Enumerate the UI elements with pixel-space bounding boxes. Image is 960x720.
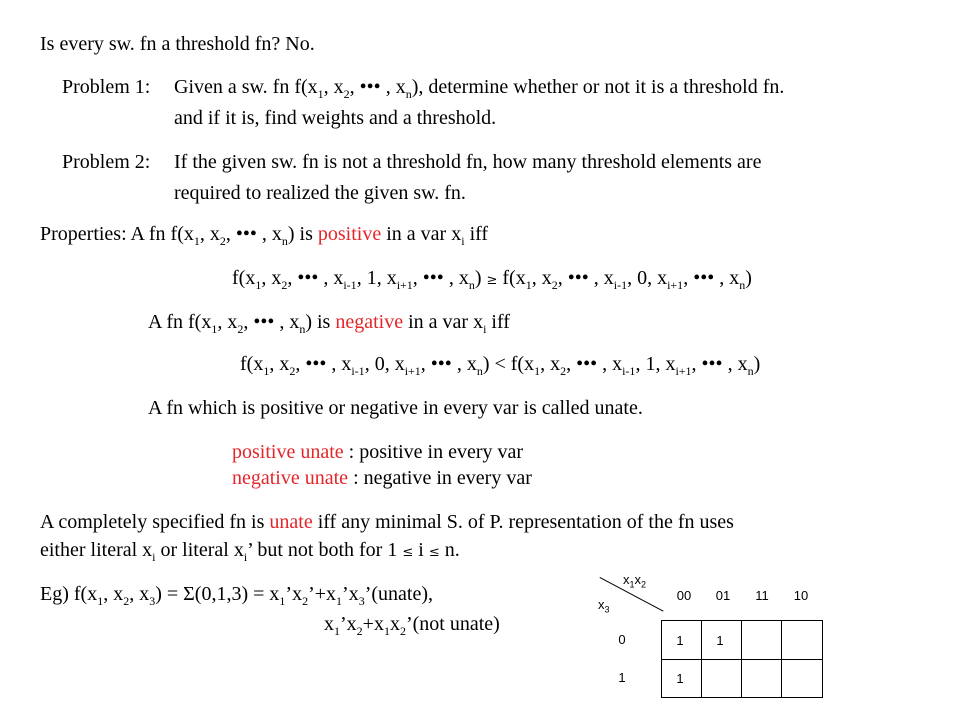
kmap-row-var: $x_3$ <box>598 597 610 615</box>
completely-specified-line1: A completely specified fn is unate iff any minimal S. of P. representation of the fn uses <box>40 511 734 533</box>
kmap-col-header: 11 <box>755 588 769 603</box>
kmap-cell: 1 <box>676 671 684 686</box>
problem1-text-line2: and if it is, find weights and a threshold. <box>174 107 497 129</box>
negative-unate-term: negative unate <box>232 467 349 489</box>
kmap-col-var: $x_1x_2$ <box>623 572 647 590</box>
positive-unate-term: positive unate <box>232 441 344 463</box>
positive-term: positive <box>317 223 382 245</box>
kmap-row-label: 0 <box>618 632 626 647</box>
completely-specified-line2: either literal $x_i$ or literal $x_i$’ but not both for 1 ≤ i ≤ n. <box>40 539 460 564</box>
kmap-row-label: 1 <box>618 670 626 685</box>
negative-term: negative <box>335 311 404 333</box>
unate-definition: A fn which is positive or negative in every var is called unate. <box>148 397 643 419</box>
question-line: Is every sw. fn a threshold fn? No. <box>40 33 315 55</box>
problem2-label: Problem 2: <box>62 151 151 173</box>
negative-definition: $f(x_1$, $x_2$, ••• , $x_{i-1}$, 0, $x_{i+1}$, ••• , $x_n) < f(x_1$, $x_2$, ••• , $x_{i-1}$, 1, $x_{i+1}$, ••• , $x_n$) <box>240 353 761 378</box>
example-line2: $x_1’x_2+x_1x_2’(not$ unate) <box>324 613 500 638</box>
kmap-grid <box>661 620 823 698</box>
properties-line: Properties: A fn $f(x_1$, $x_2$, ••• , $x_n$) is positive in a var $x_i$ iff <box>40 223 489 248</box>
unate-term: unate <box>269 511 313 533</box>
kmap-col-header: 01 <box>715 588 731 603</box>
kmap-col-header: 00 <box>676 588 692 603</box>
negative-unate-line: negative unate : negative in every var <box>232 467 532 489</box>
negative-line: A fn $f(x_1$, $x_2$, ••• , $x_n$) is negative in a var $x_i$ iff <box>148 311 510 336</box>
problem2-text-line1: If the given sw. fn is not a threshold fn, how many threshold elements are <box>174 151 762 173</box>
kmap-cell: 1 <box>716 633 724 648</box>
karnaugh-map <box>590 570 840 710</box>
positive-definition: $f(x_1$, $x_2$, ••• , $x_{i-1}$, 1, $x_{i+1}$, ••• , $x_n) \ge f(x_1$, $x_2$, ••• , $x_{i-1}$, 0, $x_{i+1}$, ••• , $x_n$) <box>232 267 752 292</box>
kmap-col-header: 10 <box>793 588 809 603</box>
kmap-cell: 1 <box>676 633 684 648</box>
problem1-label: Problem 1: <box>62 76 151 98</box>
positive-unate-line: positive unate : positive in every var <box>232 441 524 463</box>
problem1-text-line1: Given a sw. fn $f(x_1$, $x_2$, ••• , $x_n$), determine whether or not it is a threshold fn. <box>174 76 785 101</box>
problem2-text-line2: required to realized the given sw. fn. <box>174 182 466 204</box>
example-line1: Eg) $f(x_1$, $x_2$, $x_3) = \Sigma(0,1,3)$ = $x_1’x_2’+x_1’x_3’(unate)$, <box>40 583 434 608</box>
